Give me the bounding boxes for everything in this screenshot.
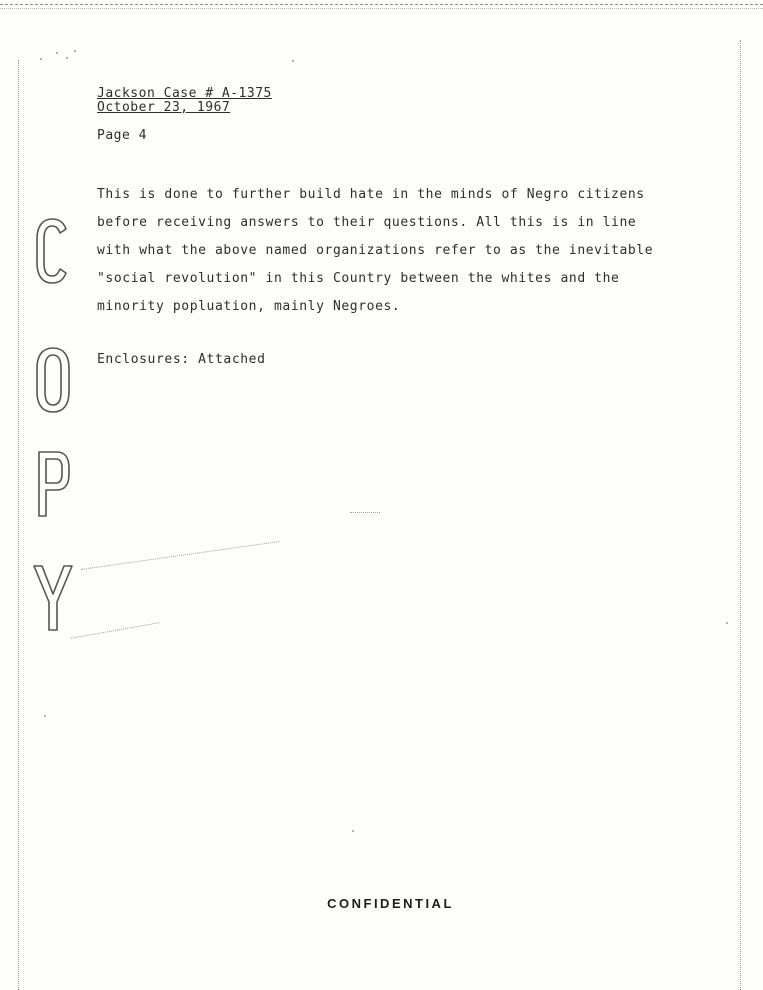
scan-speck xyxy=(726,622,728,624)
copy-stamp-letter-p xyxy=(30,448,76,518)
scan-edge-right xyxy=(740,40,741,990)
confidential-marking xyxy=(0,896,763,911)
scan-speck xyxy=(352,830,354,832)
scan-speck xyxy=(292,60,294,62)
scan-border-top-secondary xyxy=(0,8,763,9)
scan-speck xyxy=(40,58,42,60)
scan-border-top xyxy=(0,4,763,5)
date-line: October 23, 1967 xyxy=(97,100,231,115)
scan-speck xyxy=(74,50,76,52)
case-number-line: Jackson Case # A-1375 xyxy=(97,86,272,101)
scan-speck xyxy=(66,57,68,59)
copy-stamp-letter-c xyxy=(30,215,76,285)
body-paragraph xyxy=(97,181,667,321)
page-number: Page 4 xyxy=(97,128,147,143)
copy-stamp-letter-y xyxy=(30,562,76,632)
body-line: before receiving answers to their questions. All this is in line xyxy=(97,215,637,230)
classification-label: CONFIDENTIAL xyxy=(327,896,454,911)
enclosures-line: Enclosures: Attached xyxy=(97,352,266,367)
scan-speck xyxy=(44,715,46,717)
body-line: minority popluation, mainly Negroes. xyxy=(97,299,401,314)
scan-smudge xyxy=(350,512,380,513)
body-line: This is done to further build hate in the minds of Negro citizens xyxy=(97,187,645,202)
body-line: with what the above named organizations refer to as the inevitable xyxy=(97,243,654,258)
scan-smudge xyxy=(81,541,279,570)
scan-speck xyxy=(56,52,58,54)
body-line: "social revolution" in this Country between the whites and the xyxy=(97,271,620,286)
scan-smudge xyxy=(71,622,160,639)
copy-stamp-letter-o xyxy=(30,344,76,414)
scan-edge-left xyxy=(18,60,19,990)
